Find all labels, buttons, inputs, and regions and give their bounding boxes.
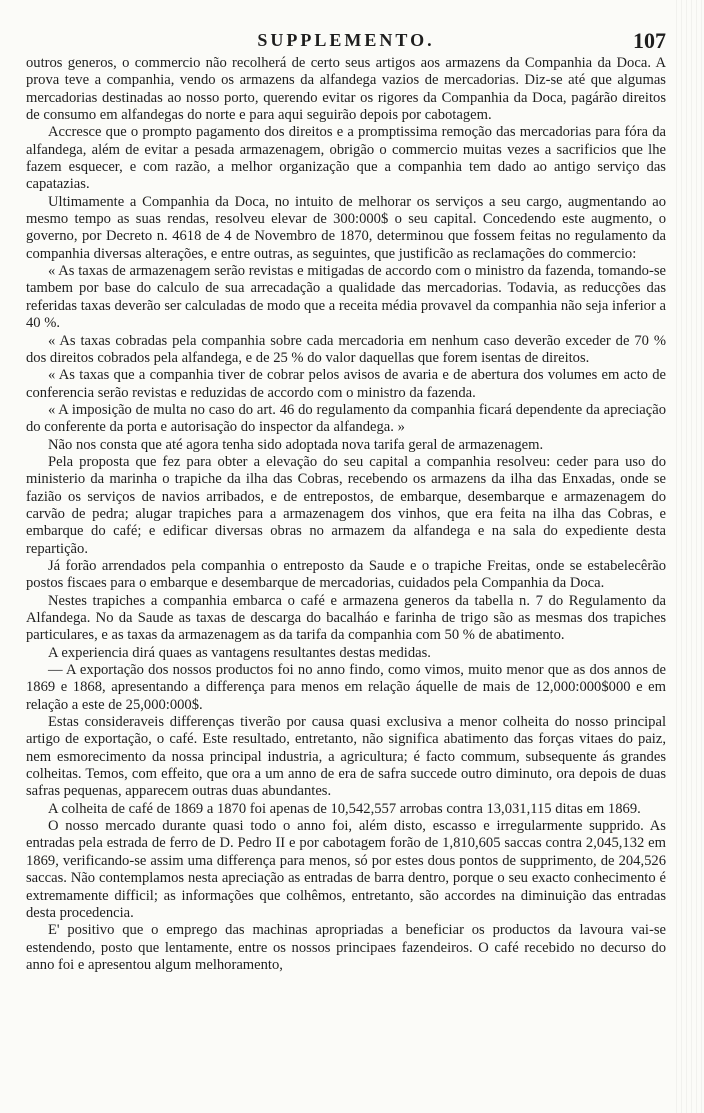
running-title: SUPPLEMENTO. xyxy=(257,30,435,50)
page-header xyxy=(26,30,666,52)
paragraph: O nosso mercado durante quasi todo o anno foi, além disto, escasso e irregularmente supprido. As entradas pela estrada de ferro de D. Pedro II e por cabotagem forão de 1,810,605 saccas contra 2,045,132 em 1869, verificando-se assim uma differença para menos, só por estes dous pontos de supprimento, de 204,526 saccas. Não contemplamos nesta apreciação as entradas de barra dentro, porque o seu exacto conhecimento é extremamente difficil; as informações que colhêmos, entretanto, são accordes na diminuição das entradas desta procedencia. xyxy=(26,818,666,921)
article-body xyxy=(26,55,666,974)
paragraph: A experiencia dirá quaes as vantagens resultantes destas medidas. xyxy=(48,644,431,661)
paragraph: Nestes trapiches a companhia embarca o café e armazena generos da tabella n. 7 do Regulamento da Alfandega. No da Saude as taxas de descarga do bacalháo e farinha de trigo são as mesmas dos trapiches particulares, e as taxas da armazenagem as da tarifa da companhia com 50 % de abatimento. xyxy=(26,592,666,644)
paragraph: Ultimamente a Companhia da Doca, no intuito de melhorar os serviços a seu cargo, augmentando ao mesmo tempo as suas rendas, resolveu elevar de 300:000$ o seu capital. Concedendo este augmento, o governo, por Decreto n. 4618 de 4 de Novembro de 1870, determinou que fossem feitas no regulamento da companhia diversas alterações, e entre outras, as seguintes, que justificão as reclamações do commercio: xyxy=(26,193,666,262)
paragraph: — A exportação dos nossos productos foi no anno findo, como vimos, muito menor que as dos annos de 1869 e 1868, apresentando a differença para menos em relação áquelle de mais de 12,000:000$000 e em relação a este de 25,000:000$. xyxy=(26,662,666,713)
paragraph: Já forão arrendados pela companhia o entreposto da Saude e o trapiche Freitas, onde se estabelecêrão postos fiscaes para o embarque e desembarque de mercadorias, cuidados pela Companhia da Doca. xyxy=(26,557,666,592)
paragraph: A colheita de café de 1869 a 1870 foi apenas de 10,542,557 arrobas contra 13,031,115 ditas em 1869. xyxy=(48,800,641,817)
paragraph: Não nos consta que até agora tenha sido adoptada nova tarifa geral de armazenagem. xyxy=(48,436,544,453)
paragraph: Estas consideraveis differenças tiverão por causa quasi exclusiva a menor colheita do nosso principal artigo de exportação, o café. Este resultado, entretanto, não significa abatimento das forças vitaes do paiz, nem esmorecimento da nossa principal industria, a agricultura; é facto commum, subsequente ás grandes colheitas. Temos, com effeito, que ora a um anno de era de safra succede outro diminuto, ora depois de duas safras pequenas, apparecem outras duas abundantes. xyxy=(26,714,666,800)
quoted-paragraph: « A imposição de multa no caso do art. 46 do regulamento da companhia ficará dependente da apreciação do conferente da porta e autorisação do inspector da alfandega. » xyxy=(26,401,666,436)
paragraph: Pela proposta que fez para obter a elevação do seu capital a companhia resolveu: ceder para uso do ministerio da marinha o trapiche da ilha das Cobras, recebendo os armazens da ilha das Enxadas, onde se fazião os serviços de navios arribados, e de entrepostos, de embarque, desembarque e armazenagem do carvão de pedra; alugar trapiches para a armazenagem dos vinhos, que era feita na ilha das Cobras, e embarque do café; e edificar diversas obras no armazem da alfandega e na sala do expediente desta repartição. xyxy=(26,453,666,557)
quoted-paragraph: « As taxas de armazenagem serão revistas e mitigadas de accordo com o ministro da fazenda, tomando-se tambem por base do calculo de sua arrecadação a qualidade das mercadorias. Todavia, as reducções das referidas taxas deverão ser calculadas de modo que a receita média provavel da companhia não seja inferior a 40 %. xyxy=(26,263,666,332)
paragraph: E' positivo que o emprego das machinas apropriadas a beneficiar os productos da lavoura vai-se estendendo, posto que lentamente, entre os nossos principaes fazendeiros. O café recebido no decurso do anno foi e apresentou algum melhoramento, xyxy=(26,922,666,973)
quoted-paragraph: « As taxas cobradas pela companhia sobre cada mercadoria em nenhum caso deverão exceder de 70 % dos direitos cobrados pela alfandega, e de 25 % do valor daquellas que forem isentas de direitos. xyxy=(26,332,666,366)
page-edge-texture xyxy=(676,0,704,1113)
quoted-paragraph: « As taxas que a companhia tiver de cobrar pelos avisos de avaria e de abertura dos volumes em acto de conferencia serão revistas e reduzidas de accordo com o ministro da fazenda. xyxy=(26,367,666,401)
paragraph: Accresce que o prompto pagamento dos direitos e a promptissima remoção das mercadorias para fóra da alfandega, além de evitar a pesada armazenagem, obrigão o commercio muitas vezes a sacrificios que lhe fazem esquecer, e com razão, a melhor organização que a companhia tem dado ao antigo serviço das capatazias. xyxy=(26,124,666,193)
page-number: 107 xyxy=(633,28,666,53)
paragraph: outros generos, o commercio não recolherá de certo seus artigos aos armazens da Companhia da Doca. A prova teve a companhia, vendo os armazens da alfandega vazios de mercadorias. Diz-se até que algumas mercadorias destinadas ao nosso porto, querendo evitar os rigores da Companhia da Doca, pagárão direitos de consumo em alfandegas do norte e para aqui seguirão depois por cabotagem. xyxy=(26,55,666,124)
